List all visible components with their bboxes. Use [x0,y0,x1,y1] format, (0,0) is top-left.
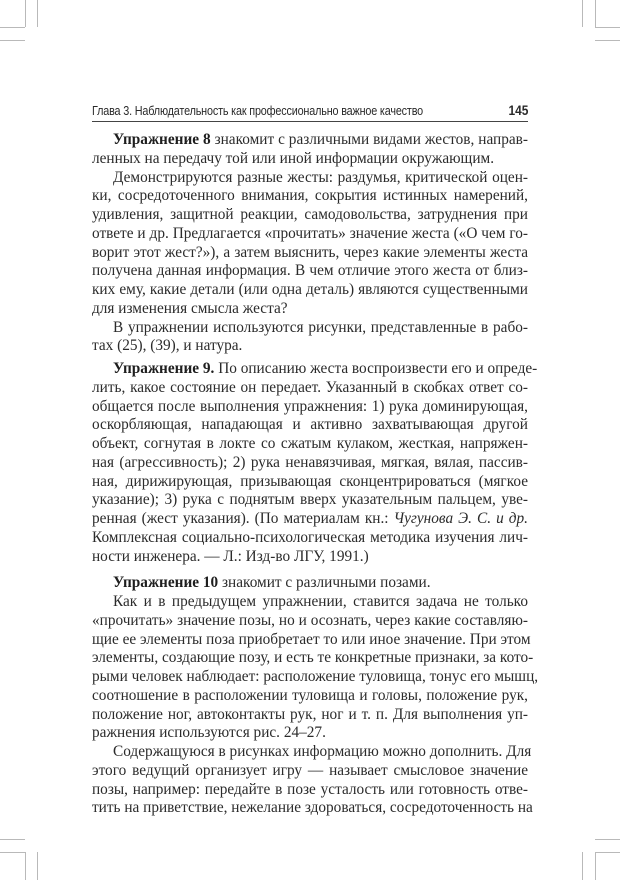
crop-mark [582,0,583,27]
paragraph-exercise-10: Упражнение 10 знакомит с различными позами. [113,574,431,592]
crop-mark [37,852,38,880]
crop-mark [595,852,620,853]
paragraph: В упражнении используются рисунки, представленные в рабо- тах (25), (39), и натура. [92,318,528,355]
paragraph: Демонстрируются разные жесты: раздумья, критической оцен- ки, сосредоточенного внимания, сокрытия истинных намерений, удивления, защитной реакции, самодовольства, затруднения при ответе и др. Предлагается «прочитать» значение жеста («О чем го- ворит этот жест?»), а затем выяснить, через какие элементы жеста получена данная информация. В чем отличие этого жеста от близ- ких ему, какие детали (или одна деталь) являются существенными для изменения смысла жеста? [92,168,528,317]
crop-mark [0,27,25,28]
exercise-heading: Упражнение 9. [113,360,215,377]
crop-mark [595,852,596,880]
chapter-title: Глава 3. Наблюдательность как профессионально важное качество [92,103,424,118]
author-citation: Чугунова Э. С. и др. [393,510,528,527]
crop-mark [37,0,38,27]
crop-mark [595,0,596,27]
crop-mark [595,839,620,840]
crop-mark [582,852,583,880]
crop-mark [25,852,26,880]
crop-mark [595,40,620,41]
paragraph-exercise-8: Упражнение 8 знакомит с различными видами жестов, направ- ленных на передачу той или иной информации окружающим. [92,131,528,167]
paragraph: Содержащуюся в рисунках информацию можно дополнить. Для этого ведущий организует игру — называет смысловое значение позы, например: передайте в позе усталость или готовность отве- тить на приветствие, нежелание здороваться, сосредоточенность на [92,743,533,817]
running-head [92,101,528,122]
crop-mark [595,27,620,28]
exercise-heading: Упражнение 10 [113,574,219,592]
crop-mark [0,839,25,840]
crop-mark [0,852,25,853]
exercise-heading: Упражнение 8 [113,131,211,148]
page-number: 145 [508,102,528,118]
crop-mark [0,40,25,41]
paragraph: Как и в предыдущем упражнении, ставится задача не только «прочитать» значение позы, но и осознать, через какие составляю- щие ее элементы поза приобретает то или иное значение. При этом элементы, создающие позу, и есть те конкретные признаки, за кото- рыми человек наблюдает: расположение туловища, тонус его мышц, соотношение в расположении туловища и головы, положение рук, положение ног, автоконтакты рук, ног и т. п. Для выполнения уп- ражнения используются рис. 24–27. [92,593,539,742]
paragraph-exercise-9: Упражнение 9. По описанию жеста воспроизвести его и опреде- лить, какое состояние он передает. Указанный в скобках ответ со- общается после выполнения упражнения: 1) рука доминирующая, оскорбляющая, нападающая и активно захватывающая другой объект, согнутая в локте со сжатым кулаком, жесткая, напряжен- ная (агрессивность); 2) рука ненавязчивая, мягкая, вялая, пассив- ная, дирижирующая, призывающая сконцентрироваться (мягкое указание); 3) рука с поднятым вверх указательным пальцем, уве- ренная (жест указания). (По материалам кн.: Чугунова Э. С. и др. Комплексная социально-психологическая методика изучения лич- ности инженера. — Л.: Изд-во ЛГУ, 1991.) [92,360,538,565]
crop-mark [25,0,26,27]
page-body [92,131,539,818]
